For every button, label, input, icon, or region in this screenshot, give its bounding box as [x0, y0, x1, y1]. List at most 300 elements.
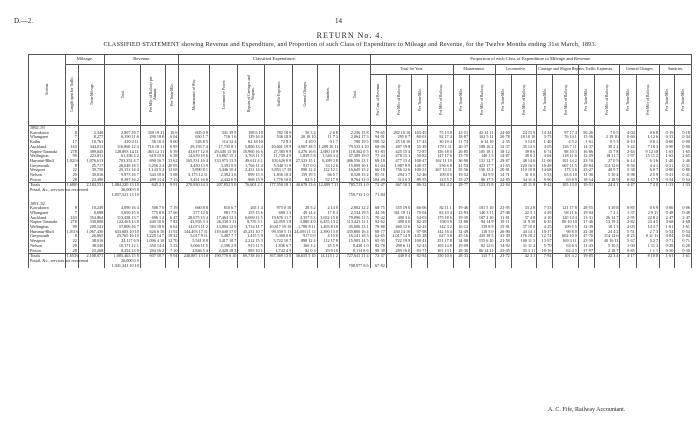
- table-cell: 169 3 11: [553, 239, 578, 244]
- table-cell: 23·50: [578, 239, 594, 244]
- table-cell: 1·61: [660, 254, 675, 259]
- row-label: Auckland: [29, 145, 66, 150]
- col-maint-per-mile: Per Train-Mile.: [453, 75, 469, 126]
- table-cell: 155 6 10: [470, 239, 495, 244]
- table-cell: 6,190 11 6: [105, 135, 141, 140]
- table-cell: [293, 264, 317, 269]
- table-cell: 9 94: [166, 254, 179, 259]
- table-cell: 5,541 8 0: [179, 239, 209, 244]
- table-cell: 16 6: [166, 131, 179, 136]
- table-cell: 7: [65, 211, 78, 216]
- table-cell: 2·47: [675, 216, 692, 221]
- table-cell: 16·86: [578, 150, 594, 155]
- table-cell: 350 14 4: [140, 244, 165, 249]
- table-cell: 101 4 2: [553, 254, 578, 259]
- table-cell: 4 15 0: [317, 234, 339, 239]
- table-cell: 645 2 3: [140, 183, 165, 188]
- table-cell: 2,108,071: [78, 254, 104, 259]
- table-cell: 15·81: [495, 225, 511, 230]
- table-cell: 160 3 2: [293, 244, 317, 249]
- table-cell: 142 16 4: [428, 230, 453, 235]
- table-cell: 108·47: [412, 159, 428, 164]
- table-cell: 2·55: [495, 140, 511, 145]
- table-cell: 1,680½: [66, 182, 80, 188]
- table-cell: 72 8 3: [264, 140, 292, 145]
- table-cell: 27·08: [495, 211, 511, 216]
- col-loco-per-mile: Per Train-Mile.: [495, 75, 511, 126]
- table-cell: 5,806 13 4: [238, 145, 264, 150]
- table-cell: 19·09: [453, 244, 469, 249]
- table-cell: 785,713 1 0: [339, 183, 370, 188]
- table-cell: [317, 264, 339, 269]
- table-cell: 27,385 9 9: [264, 150, 292, 155]
- table-cell: 12 65: [166, 168, 179, 173]
- table-cell: 45 18 10: [386, 140, 411, 145]
- table-cell: 1·61: [660, 225, 675, 230]
- page-number: 14: [335, 17, 342, 25]
- table-cell: 1,067,430: [78, 230, 104, 235]
- table-cell: 0 5 3: [595, 140, 620, 145]
- table-cell: 6,455 13 2: [317, 220, 339, 225]
- table-cell: 66 5 7: [317, 173, 339, 178]
- table-cell: 28 5 2: [293, 206, 317, 211]
- table-cell: 8,254 13 0: [105, 249, 141, 254]
- table-cell: 10·17: [537, 230, 553, 235]
- table-cell: 31·39: [495, 234, 511, 239]
- table-cell: 63 6 3: [553, 244, 578, 249]
- table-cell: 24,059 1 8: [264, 220, 292, 225]
- table-cell: 131 12 7: [470, 159, 495, 164]
- table-cell: 30 2 2: [595, 145, 620, 150]
- table-cell: 12 70: [166, 239, 179, 244]
- table-cell: 7 10: [166, 249, 179, 254]
- table-cell: 8·56: [620, 164, 636, 169]
- table-cell: 66·18: [370, 168, 386, 173]
- table-cell: 8: [65, 206, 78, 211]
- table-cell: 109 8 9: [428, 173, 453, 178]
- col-total-per-mile-b: Per Mile of Railway.: [428, 75, 453, 126]
- table-cell: 267 14 11: [428, 168, 453, 173]
- table-cell: 8: [65, 164, 78, 169]
- row-label: Greymouth: [29, 164, 66, 169]
- table-cell: [412, 264, 428, 269]
- table-cell: 25,717: [78, 164, 104, 169]
- table-cell: 82·84: [412, 254, 428, 259]
- table-cell: 282 10 10: [386, 131, 411, 136]
- row-label: Nelson: [29, 244, 66, 249]
- table-cell: 1·61: [675, 254, 692, 259]
- table-cell: 2,846 5 4: [179, 249, 209, 254]
- table-cell: 1,084,220 13 10: [105, 183, 141, 188]
- table-cell: 28·33: [453, 254, 469, 259]
- table-cell: 100·41: [412, 239, 428, 244]
- table-cell: 110 10 8: [511, 168, 536, 173]
- table-cell: 29,193 7 4: [179, 145, 209, 150]
- table-cell: 16·48: [537, 164, 553, 169]
- table-cell: 101 13 1: [428, 249, 453, 254]
- table-cell: 62·65: [370, 234, 386, 239]
- table-cell: 176 18 2: [511, 234, 536, 239]
- table-cell: 660 8 8: [179, 206, 209, 211]
- subgroup-total: Total for Year.: [370, 65, 453, 75]
- row-label: Hurunui-Bluff: [29, 159, 66, 164]
- table-cell: 633,683 10 10: [105, 230, 141, 235]
- table-cell: 0·54: [660, 230, 675, 235]
- table-cell: 0·41: [675, 173, 692, 178]
- table-cell: 20·78: [495, 135, 511, 140]
- table-cell: 556 6 8: [428, 164, 453, 169]
- table-cell: 1·33: [660, 183, 675, 188]
- table-cell: 295 0 7: [386, 135, 411, 140]
- table-cell: 103,626 0 8: [264, 159, 292, 164]
- table-cell: 45,600 13 1: [339, 225, 370, 230]
- col-total-per-mile: Per Mile of Railway.: [386, 75, 411, 126]
- table-cell: 526 8 5: [179, 140, 209, 145]
- table-cell: 76,601 2 1: [238, 183, 264, 188]
- table-cell: 36·90: [453, 159, 469, 164]
- table-cell: 92 17 4: [428, 135, 453, 140]
- table-cell: 70·04: [412, 211, 428, 216]
- table-cell: 19·05: [578, 254, 594, 259]
- table-cell: 917 0 0: [293, 234, 317, 239]
- table-cell: 722 19 9: [386, 239, 411, 244]
- table-cell: 49,612 4 1: [238, 159, 264, 164]
- table-cell: 22 3 4: [595, 254, 620, 259]
- table-cell: 22: [65, 168, 78, 173]
- col-general: General Charges.: [293, 65, 317, 126]
- table-cell: 68·06: [370, 145, 386, 150]
- table-cell: 100·51: [412, 168, 428, 173]
- table-cell: 94 14 9: [470, 220, 495, 225]
- table-cell: 18 1 3: [595, 225, 620, 230]
- table-cell: 14,639 19 6: [179, 154, 209, 159]
- table-cell: 17 66: [166, 211, 179, 216]
- col-traffic-per-train-mile: Per Mile of Railway.: [595, 75, 620, 126]
- table-cell: 2,396 2 8: [209, 244, 237, 249]
- table-cell: 2,390 13 0: [317, 230, 339, 235]
- table-cell: 155 15 6: [238, 211, 264, 216]
- row-label: Westport: [29, 168, 66, 173]
- table-cell: 4,090 16 4: [105, 206, 141, 211]
- table-cell: 37 4 8: [511, 216, 536, 221]
- table-cell: 14·87: [495, 154, 511, 159]
- table-cell: 290 10 0: [140, 135, 165, 140]
- table-cell: 2 7 3: [636, 230, 659, 235]
- table-cell: 14·68: [537, 168, 553, 173]
- table-cell: 17·97: [578, 249, 594, 254]
- table-cell: 1 1 1: [636, 249, 659, 254]
- table-cell: 577 12 8: [179, 211, 209, 216]
- table-cell: 13 19 2: [595, 220, 620, 225]
- table-cell: 1,415 5 9: [238, 234, 264, 239]
- table-cell: 7 15: [166, 178, 179, 183]
- table-cell: 129 16 0: [238, 135, 264, 140]
- table-cell: 7 4 0: [636, 183, 659, 188]
- table-cell: 1·65: [675, 150, 692, 155]
- table-cell: 38,016: [78, 239, 104, 244]
- table-cell: 98 11 6: [553, 211, 578, 216]
- table-cell: 0·04: [660, 234, 675, 239]
- table-cell: 5 08: [166, 173, 179, 178]
- table-cell: 14,115 1 2: [317, 254, 339, 259]
- table-cell: 24 4 1: [595, 183, 620, 188]
- table-cell: 33 12 6: [317, 164, 339, 169]
- table-cell: 1,987 8 9: [386, 164, 411, 169]
- table-cell: 15·70: [453, 154, 469, 159]
- table-cell: 3,066 11 5: [179, 244, 209, 249]
- table-cell: 19,676 11 7: [264, 216, 292, 221]
- table-cell: 142 3 2: [428, 225, 453, 230]
- table-cell: 52 17 9: [317, 178, 339, 183]
- table-cell: 104·49: [370, 178, 386, 183]
- table-cell: 119,640 17 0: [209, 230, 237, 235]
- table-cell: 54·03: [412, 216, 428, 221]
- table-cell: [238, 264, 264, 269]
- table-cell: 3 10 8: [595, 206, 620, 211]
- table-cell: 467 10 3: [386, 183, 411, 188]
- table-cell: 8,764 11 0: [339, 178, 370, 183]
- table-cell: 76 14 1: [553, 135, 578, 140]
- table-cell: 0·30: [675, 249, 692, 254]
- table-cell: 7 0 5: [595, 131, 620, 136]
- col-total-per-train-mile: Per Train-Mile.: [412, 75, 428, 126]
- table-cell: 85·51: [370, 173, 386, 178]
- col-sundries-per-train-mile: Per Train-Mile.: [675, 75, 692, 126]
- table-cell: 3,487 7 7: [209, 234, 237, 239]
- table-cell: [264, 264, 292, 269]
- table-cell: 47,389 19 0: [339, 154, 370, 159]
- classified-statement-table: [28, 54, 692, 268]
- table-cell: 9·90: [537, 178, 553, 183]
- table-cell: 4·04: [620, 131, 636, 136]
- table-cell: 38 0 2: [511, 154, 536, 159]
- table-cell: 1,836 18 4: [264, 173, 292, 178]
- table-cell: 52·46: [412, 173, 428, 178]
- table-cell: 0 1 7: [317, 140, 339, 145]
- table-cell: 3,652 15 8: [317, 216, 339, 221]
- table-cell: 92·62: [370, 220, 386, 225]
- table-cell: 82 0 3: [293, 249, 317, 254]
- table-cell: 148·37: [412, 164, 428, 169]
- table-cell: 4·25: [537, 225, 553, 230]
- table-cell: 24·85: [495, 178, 511, 183]
- table-cell: 8,277: [78, 135, 104, 140]
- table-cell: 22 5 1: [511, 211, 536, 216]
- table-cell: 41·53: [453, 164, 469, 169]
- table-cell: 45 5 9: [317, 244, 339, 249]
- table-cell: 487 19 8: [386, 145, 411, 150]
- table-cell: [179, 264, 209, 269]
- table-cell: 42 14 11: [470, 131, 495, 136]
- table-cell: 17: [65, 140, 78, 145]
- table-cell: 627 3 8: [428, 234, 453, 239]
- table-cell: 175 3 6: [553, 168, 578, 173]
- table-cell: 99,550 5 11: [264, 230, 292, 235]
- table-cell: 13·31: [578, 216, 594, 221]
- table-cell: 56 10 4: [140, 140, 165, 145]
- table-cell: 35·27: [453, 178, 469, 183]
- table-cell: 6,069 11 5: [238, 216, 264, 221]
- table-cell: 3·75: [537, 135, 553, 140]
- table-cell: 24 4 2: [595, 230, 620, 235]
- row-label: Napier-Taranaki: [29, 220, 66, 225]
- table-cell: 43,617 12 0: [179, 150, 209, 155]
- table-cell: 16,645 15 2: [339, 168, 370, 173]
- table-cell: 1·40: [537, 140, 553, 145]
- table-cell: 77·24: [370, 154, 386, 159]
- table-cell: 1·33: [675, 183, 692, 188]
- table-cell: 3 14 0: [511, 140, 536, 145]
- col-revenue-per-train-mile: Per Train-Mile.: [166, 65, 179, 126]
- table-cell: 8,387 16 2: [105, 178, 141, 183]
- table-cell: 70·42: [370, 216, 386, 221]
- table-cell: 5 10 4: [595, 173, 620, 178]
- table-cell: 5·70: [537, 244, 553, 249]
- table-cell: 7 82: [166, 220, 179, 225]
- table-cell: 47·70: [578, 234, 594, 239]
- table-cell: 109 5 5: [553, 225, 578, 230]
- table-cell: 17 8 3: [317, 211, 339, 216]
- table-cell: 42 3 3: [511, 254, 536, 259]
- table-cell: 132 12 1: [317, 168, 339, 173]
- table-cell: 79,896 11 5: [339, 216, 370, 221]
- table-cell: 2,432 6 9: [209, 178, 237, 183]
- table-cell: 19·39: [453, 216, 469, 221]
- table-cell: 899 15 5: [238, 173, 264, 178]
- table-cell: 113,458 13 7: [105, 216, 141, 221]
- table-cell: 27 0 5: [595, 159, 620, 164]
- row-label: [29, 264, 66, 269]
- table-cell: 28: [65, 249, 78, 254]
- table-cell: 607 18 7: [140, 254, 165, 259]
- table-cell: 1,403 8 10: [317, 225, 339, 230]
- table-cell: 3,853 17 10: [264, 168, 292, 173]
- table-cell: 4·04: [537, 154, 553, 159]
- col-per-cent: Per Cent. of Revenue.: [370, 75, 386, 126]
- table-cell: 0·90: [660, 145, 675, 150]
- table-cell: 775 8 0: [140, 211, 165, 216]
- table-cell: 13 62: [166, 159, 179, 164]
- table-cell: 6 58: [166, 154, 179, 159]
- table-cell: 1,057,521 13 10: [105, 193, 141, 198]
- table-cell: 18·87: [453, 135, 469, 140]
- table-cell: 4 4 1: [636, 164, 659, 169]
- table-cell: 354,864: [78, 216, 104, 221]
- col-section: Section.: [29, 55, 66, 126]
- table-cell: 163: [65, 216, 78, 221]
- table-cell: [453, 264, 469, 269]
- table-cell: 18 10 10: [511, 135, 536, 140]
- table-cell: 10·16: [537, 249, 553, 254]
- table-cell: [470, 264, 495, 269]
- table-cell: 2·82: [620, 220, 636, 225]
- grand-total-row: [29, 264, 692, 269]
- table-cell: 4,357 5 3: [293, 216, 317, 221]
- table-cell: 2,184,531: [78, 183, 104, 188]
- table-cell: 1,289 16 11: [318, 143, 339, 149]
- table-cell: 12·74: [537, 234, 553, 239]
- table-cell: 1,041,341 10 10: [105, 264, 141, 269]
- table-cell: 31·88: [453, 220, 469, 225]
- table-cell: 294 1 7: [386, 173, 411, 178]
- table-cell: 650 1 7: [179, 135, 209, 140]
- table-cell: 486,556 13 1: [339, 159, 370, 164]
- table-cell: 9 00: [166, 140, 179, 145]
- group-revenue: Revenue.: [105, 55, 179, 65]
- table-cell: 82 10 4: [428, 211, 453, 216]
- table-cell: 4 10 0: [293, 140, 317, 145]
- table-cell: 97 17 4: [553, 131, 578, 136]
- table-cell: 248,887 13 10: [179, 254, 209, 259]
- table-cell: 8: [65, 234, 78, 239]
- table-cell: 343 18 6: [140, 173, 165, 178]
- table-cell: 2,534 19 5: [339, 211, 370, 216]
- year-label: 1891–92: [29, 202, 66, 207]
- table-cell: 0·30: [660, 249, 675, 254]
- table-cell: [578, 264, 594, 269]
- row-label: Napier-Taranaki: [29, 150, 66, 155]
- table-cell: 355 19 0: [386, 206, 411, 211]
- col-repairs: Repairs of Carriages and Wagons.: [238, 65, 264, 126]
- table-cell: 4·29: [537, 211, 553, 216]
- table-cell: 163: [65, 145, 78, 150]
- table-cell: 177,550 18 1: [264, 183, 292, 188]
- table-cell: 45,231 10 7: [238, 230, 264, 235]
- table-cell: 44·56: [370, 211, 386, 216]
- row-label: Picton: [29, 178, 66, 183]
- subgroup-sundries: Sundries.: [660, 65, 692, 75]
- table-cell: 703,352 4 7: [105, 159, 141, 164]
- table-cell: 24,493 11 11: [294, 228, 316, 234]
- table-cell: 708,977 8 6: [339, 264, 370, 269]
- table-cell: 24 15 9: [511, 131, 536, 136]
- table-cell: 350 19 11: [140, 131, 165, 136]
- table-cell: 0·54: [675, 178, 692, 183]
- table-cell: 40,678 13 6: [293, 183, 317, 188]
- table-cell: 435 18 5: [470, 234, 495, 239]
- table-cell: 7 19: [166, 206, 179, 211]
- table-cell: 430 14 10: [386, 230, 411, 235]
- table-cell: 26·85: [453, 150, 469, 155]
- table-cell: 0·31: [675, 164, 692, 169]
- table-cell: 26,338 5 11: [209, 220, 237, 225]
- table-cell: 120 14 4: [553, 216, 578, 221]
- table-cell: 114 12 6: [595, 164, 620, 169]
- table-cell: 71·84: [370, 193, 386, 198]
- table-cell: 26,048 18 5: [105, 164, 141, 169]
- table-cell: 6 3 6: [636, 159, 659, 164]
- table-cell: 28,675 15 4: [179, 216, 209, 221]
- table-cell: 162 11 10: [428, 159, 453, 164]
- table-cell: 29·77: [453, 183, 469, 188]
- table-cell: 115 7 1: [470, 254, 495, 259]
- table-cell: 29 9 10: [317, 249, 339, 254]
- table-cell: 3,763 11 5: [238, 154, 264, 159]
- table-cell: 25·05: [495, 249, 511, 254]
- table-cell: 278: [65, 220, 78, 225]
- table-cell: 7 2 1: [595, 211, 620, 216]
- table-cell: 33 2 8: [511, 206, 536, 211]
- table-cell: 917 0 0: [293, 164, 317, 169]
- table-cell: 15 11 2: [636, 154, 659, 159]
- table-cell: 65·95: [370, 239, 386, 244]
- table-cell: 6 47: [166, 216, 179, 221]
- table-cell: 190,770 0 10: [209, 254, 237, 259]
- table-cell: 63 8 9: [553, 178, 578, 183]
- table-cell: 1,076,613: [78, 159, 104, 164]
- group-proportion: Proportion of each Class of Expenditure to Mileage and Revenue.: [370, 55, 691, 65]
- table-cell: 2,680 10 9: [317, 150, 339, 155]
